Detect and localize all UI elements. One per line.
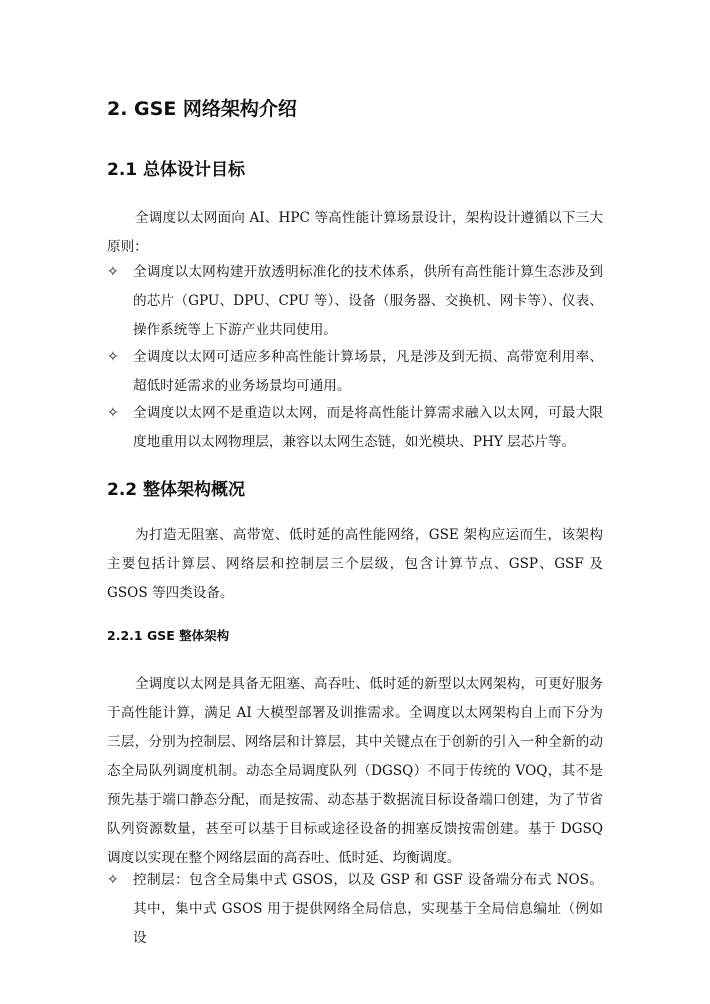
section-2-2-1-heading: 2.2.1 GSE 整体架构 xyxy=(107,628,230,643)
section-2-1-intro: 全调度以太网面向 AI、HPC 等高性能计算场景设计，架构设计遵循以下三大原则： xyxy=(107,210,603,255)
diamond-bullet-icon: ✧ xyxy=(107,264,119,280)
diamond-bullet-icon: ✧ xyxy=(107,349,119,365)
diamond-bullet-icon: ✧ xyxy=(107,872,119,888)
bullet-item xyxy=(107,866,603,953)
bullet-text: 全调度以太网构建开放透明标准化的技术体系，供所有高性能计算生态涉及到的芯片（GPU、DPU、CPU 等）、设备（服务器、交换机、网卡等）、仪表、操作系统等上下游产业共同使用。 xyxy=(133,264,603,338)
bullet-text: 全调度以太网可适应多种高性能计算场景，凡是涉及到无损、高带宽利用率、超低时延需求的业务场景均可通用。 xyxy=(133,349,603,394)
section-2-2-1-body: 全调度以太网是具备无阻塞、高吞吐、低时延的新型以太网架构，可更好服务于高性能计算，满足 AI 大模型部署及训推需求。全调度以太网架构自上而下分为三层，分别为控制层、网络层和计算层，其中关键点在于创新的引入一种全新的动态全局队列调度机制。动态全局调度队列（DGSQ）不同于传统的 VOQ，其不是预先基于端口静态分配，而是按需、动态基于数据流目标设备端口创建，为了节省队列资源数量，甚至可以基于目标或途径设备的拥塞反馈按需创建。基于 DGSQ 调度以实现在整个网络层面的高吞吐、低时延、均衡调度。 xyxy=(107,676,603,866)
section-2-2-heading: 2.2 整体架构概况 xyxy=(107,480,246,500)
bullet-item xyxy=(107,343,603,401)
bullet-item xyxy=(107,258,603,345)
section-2-2-intro: 为打造无阻塞、高带宽、低时延的高性能网络，GSE 架构应运而生，该架构主要包括计算层、网络层和控制层三个层级，包含计算节点、GSP、GSF 及 GSOS 等四类设备。 xyxy=(107,527,603,601)
bullet-item xyxy=(107,399,603,457)
section-2-heading: 2. GSE 网络架构介绍 xyxy=(107,98,297,120)
diamond-bullet-icon: ✧ xyxy=(107,405,119,421)
bullet-text: 控制层：包含全局集中式 GSOS，以及 GSP 和 GSF 设备端分布式 NOS。其中，集中式 GSOS 用于提供网络全局信息，实现基于全局信息编址（例如设 xyxy=(133,872,603,946)
section-2-1-heading: 2.1 总体设计目标 xyxy=(107,160,246,180)
bullet-text: 全调度以太网不是重造以太网，而是将高性能计算需求融入以太网，可最大限度地重用以太网物理层，兼容以太网生态链，如光模块、PHY 层芯片等。 xyxy=(133,405,603,450)
